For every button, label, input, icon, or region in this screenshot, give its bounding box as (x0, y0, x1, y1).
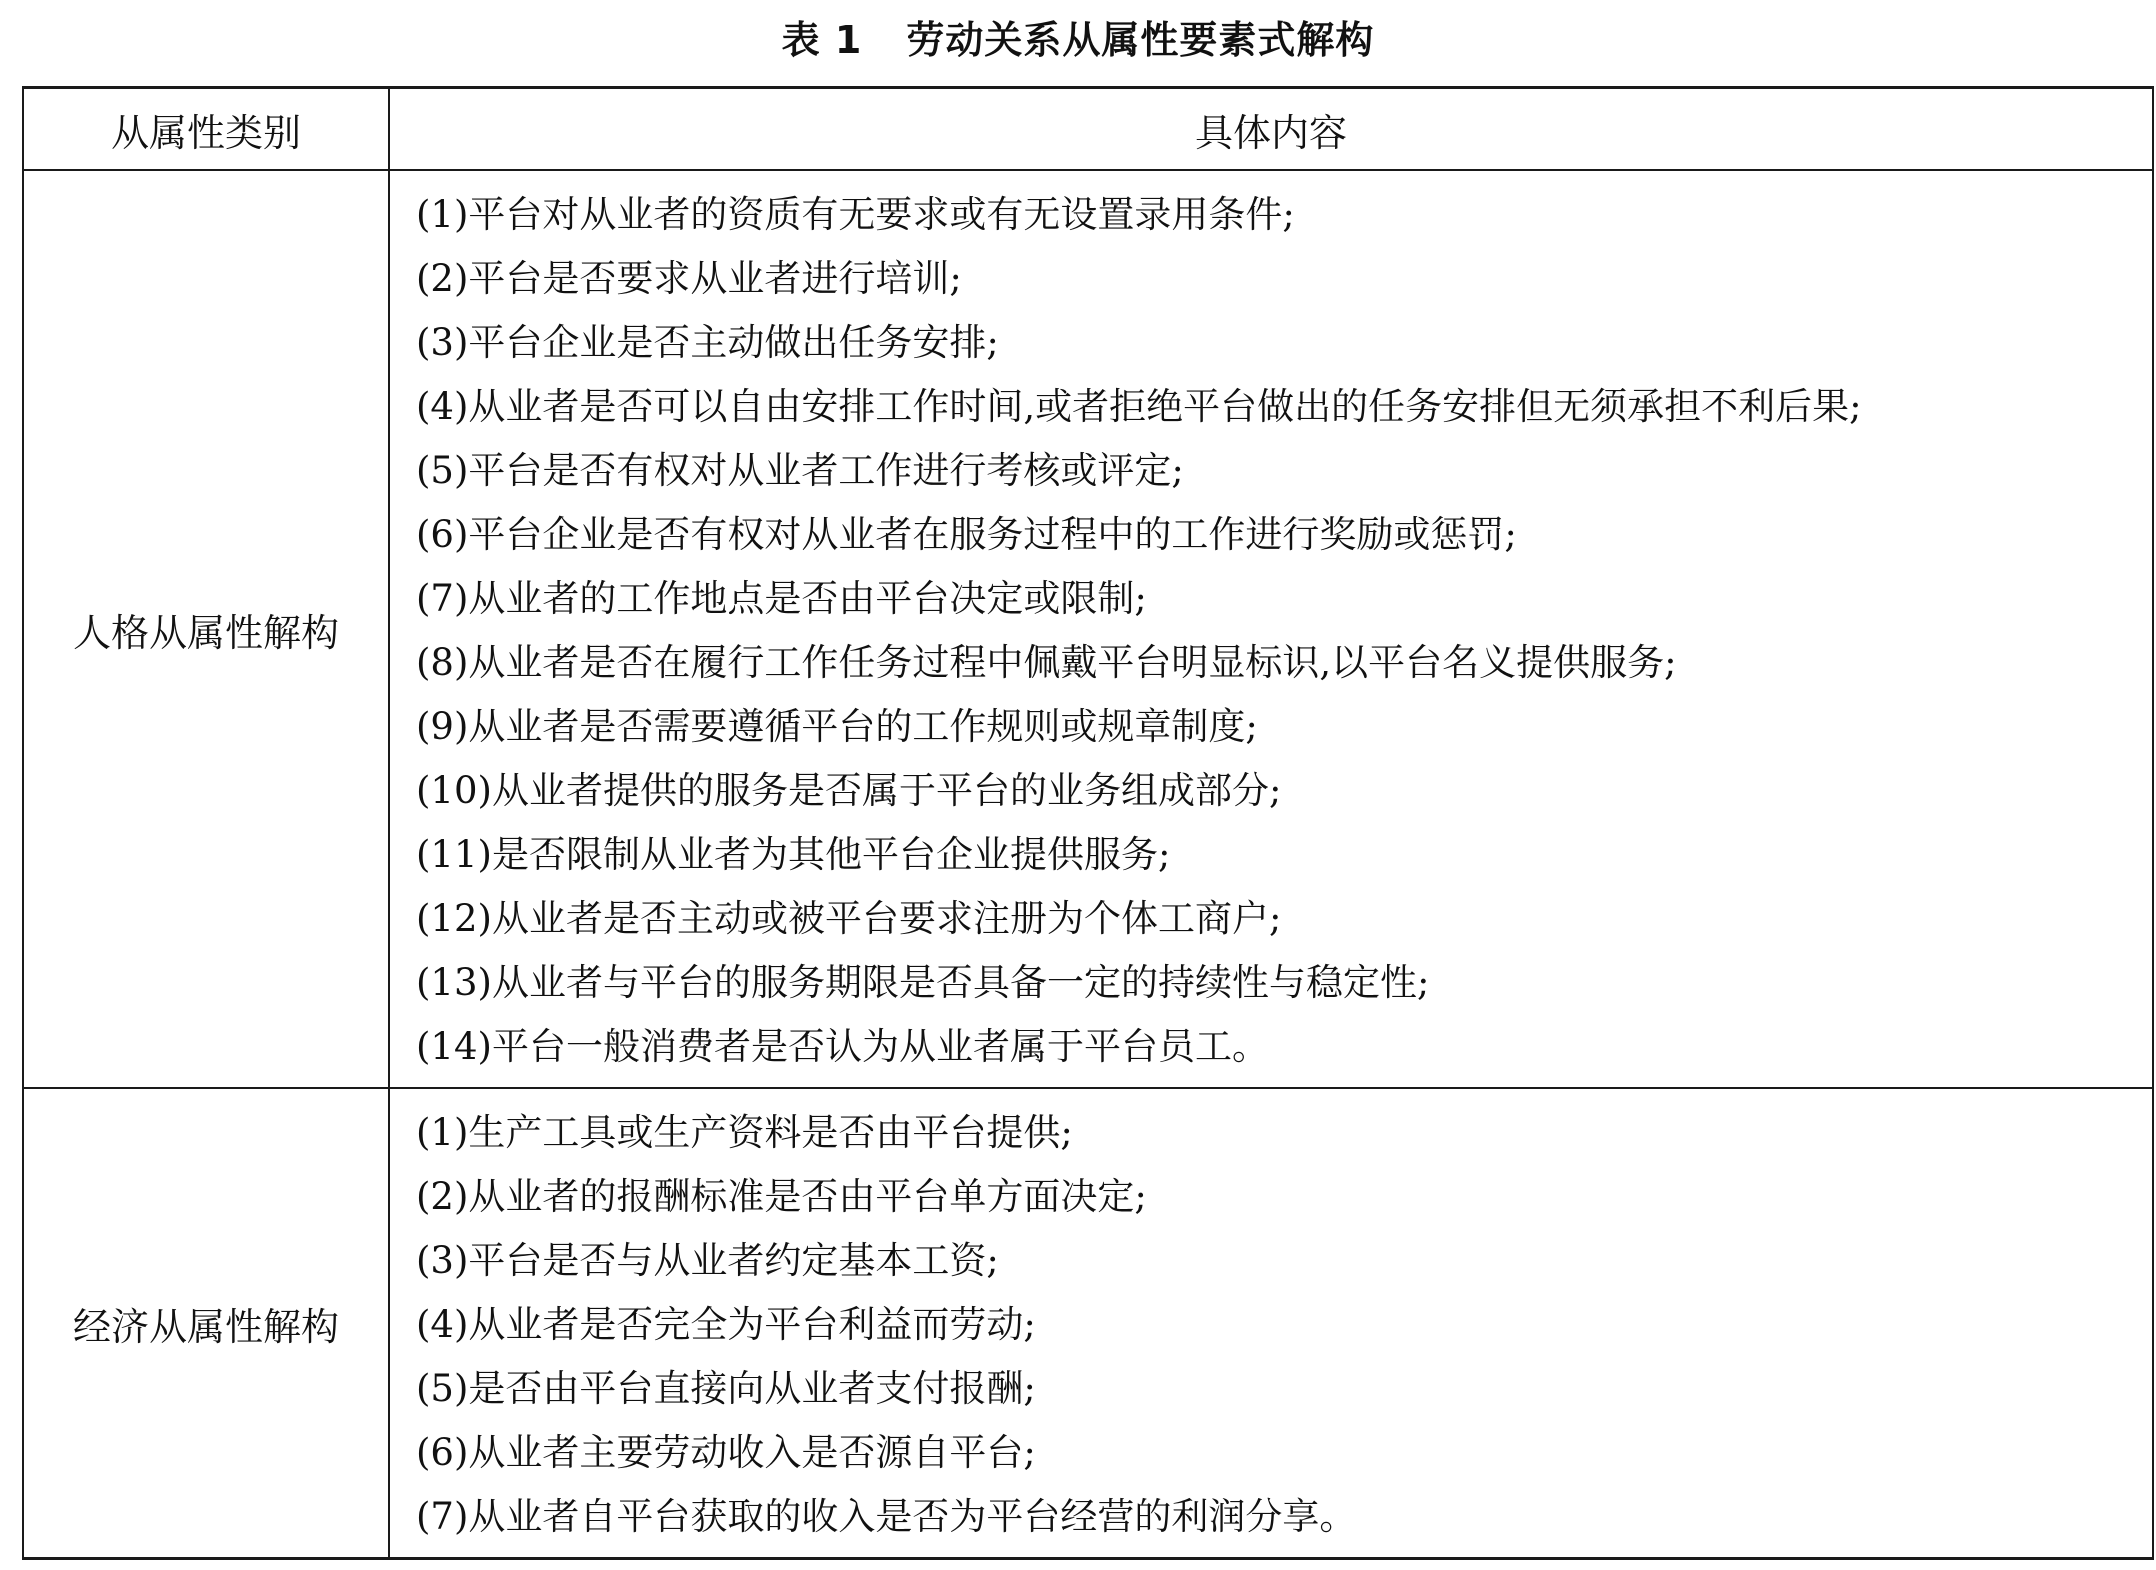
header-content: 具体内容 (389, 88, 2153, 171)
list-item: (4)从业者是否可以自由安排工作时间,或者拒绝平台做出的任务安排但无须承担不利后果; (416, 385, 1862, 428)
list-item: (1)生产工具或生产资料是否由平台提供; (416, 1111, 1073, 1154)
list-item: (11)是否限制从业者为其他平台企业提供服务; (416, 833, 1171, 876)
items-personal (389, 170, 2153, 1088)
list-item: (10)从业者提供的服务是否属于平台的业务组成部分; (416, 769, 1282, 812)
category-economic: 经济从属性解构 (23, 1088, 389, 1559)
table-row-personal (23, 170, 2153, 1088)
header-row (23, 88, 2153, 171)
category-personal: 人格从属性解构 (23, 170, 389, 1088)
list-item: (6)平台企业是否有权对从业者在服务过程中的工作进行奖励或惩罚; (416, 513, 1517, 556)
list-item: (14)平台一般消费者是否认为从业者属于平台员工。 (416, 1025, 1269, 1068)
list-item: (2)平台是否要求从业者进行培训; (416, 257, 962, 300)
list-item: (12)从业者是否主动或被平台要求注册为个体工商户; (416, 897, 1282, 940)
list-item: (9)从业者是否需要遵循平台的工作规则或规章制度; (416, 705, 1258, 748)
list-item: (7)从业者自平台获取的收入是否为平台经营的利润分享。 (416, 1495, 1357, 1538)
list-item: (3)平台企业是否主动做出任务安排; (416, 321, 999, 364)
items-economic (389, 1088, 2153, 1559)
table-number: 表 1 (781, 18, 863, 62)
list-item: (4)从业者是否完全为平台利益而劳动; (416, 1303, 1036, 1346)
header-category: 从属性类别 (23, 88, 389, 171)
table-title (0, 12, 2156, 68)
table-title-text: 劳动关系从属性要素式解构 (906, 18, 1375, 62)
list-item: (2)从业者的报酬标准是否由平台单方面决定; (416, 1175, 1147, 1218)
table-row-economic (23, 1088, 2153, 1559)
list-item: (6)从业者主要劳动收入是否源自平台; (416, 1431, 1036, 1474)
list-item: (5)平台是否有权对从业者工作进行考核或评定; (416, 449, 1184, 492)
list-item: (7)从业者的工作地点是否由平台决定或限制; (416, 577, 1147, 620)
list-item: (8)从业者是否在履行工作任务过程中佩戴平台明显标识,以平台名义提供服务; (416, 641, 1677, 684)
list-item: (1)平台对从业者的资质有无要求或有无设置录用条件; (416, 193, 1295, 236)
decomposition-table (22, 86, 2154, 1560)
list-item: (5)是否由平台直接向从业者支付报酬; (416, 1367, 1036, 1410)
list-item: (3)平台是否与从业者约定基本工资; (416, 1239, 999, 1282)
list-item: (13)从业者与平台的服务期限是否具备一定的持续性与稳定性; (416, 961, 1430, 1004)
